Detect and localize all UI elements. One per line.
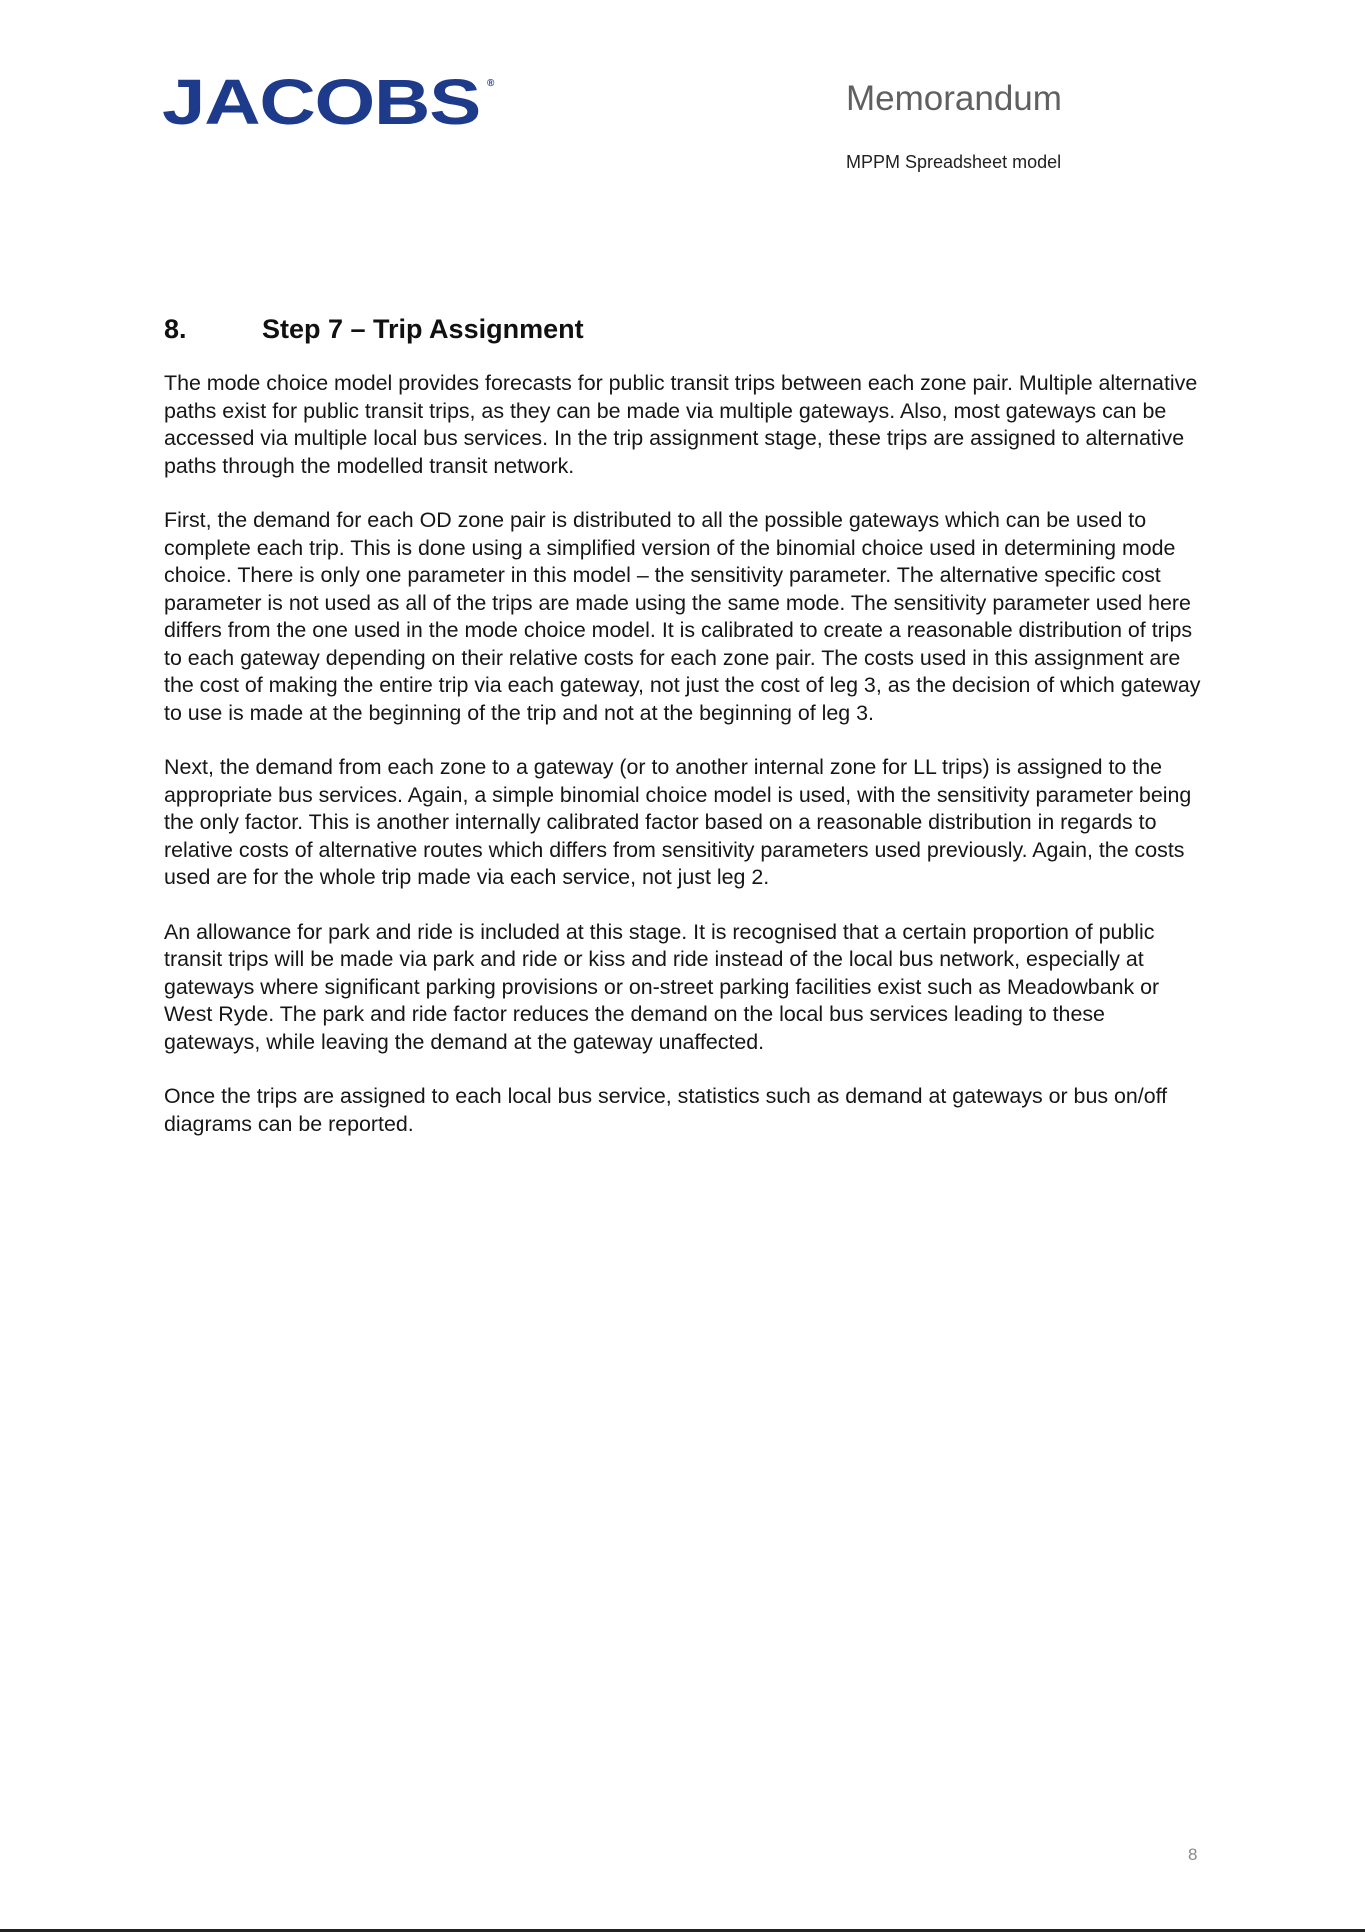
registered-mark: ® — [487, 78, 495, 89]
page-number: 8 — [1188, 1845, 1198, 1864]
section-number: 8. — [164, 314, 187, 344]
paragraph: The mode choice model provides forecasts for public transit trips between each zone pair. Multiple alternative paths exist for public transit trips, as they can be made via multiple gateways. Also, most gateways can be accessed via multiple local bus services. In the trip assignment stage, these trips are assigned to alternative paths through the modelled transit network. — [164, 371, 1198, 478]
document-subtitle: MPPM Spreadsheet model — [846, 152, 1062, 172]
body-text — [164, 370, 1204, 1165]
section-title: Step 7 – Trip Assignment — [262, 314, 584, 344]
paragraph: First, the demand for each OD zone pair is distributed to all the possible gateways which can be used to complete each trip. This is done using a simplified version of the binomial choice used in determining mode choice. There is only one parameter in this model – the sensitivity parameter. The alternative specific cost parameter is not used as all of the trips are made using the same mode. The sensitivity parameter used here differs from the one used in the mode choice model. It is calibrated to create a reasonable distribution of trips to each gateway depending on their relative costs for each zone pair. The costs used in this assignment are the cost of making the entire trip via each gateway, not just the cost of leg 3, as the decision of which gateway to use is made at the beginning of the trip and not at the beginning of leg 3. — [164, 508, 1201, 725]
paragraph: An allowance for park and ride is included at this stage. It is recognised that a certain proportion of public transit trips will be made via park and ride or kiss and ride instead of the local bus network, especially at gateways where significant parking provisions or on-street parking facilities exist such as Meadowbank or West Ryde. The park and ride factor reduces the demand on the local bus services leading to these gateways, while leaving the demand at the gateway unaffected. — [164, 919, 1160, 1054]
section-heading — [164, 313, 584, 345]
document-type-title: Memorandum — [846, 79, 1062, 118]
paragraph: Once the trips are assigned to each local bus service, statistics such as demand at gateways or bus on/off diagrams can be reported. — [164, 1084, 1168, 1136]
paragraph: Next, the demand from each zone to a gateway (or to another internal zone for LL trips) is assigned to the appropriate bus services. Again, a simple binomial choice model is used, with the sensitivity parameter being the only factor. This is another internally calibrated factor based on a reasonable distribution in regards to relative costs of alternative routes which differs from sensitivity parameters used previously. Again, the costs used are for the whole trip made via each service, not just leg 2. — [164, 755, 1192, 889]
jacobs-logo: JACOBS — [162, 66, 481, 138]
